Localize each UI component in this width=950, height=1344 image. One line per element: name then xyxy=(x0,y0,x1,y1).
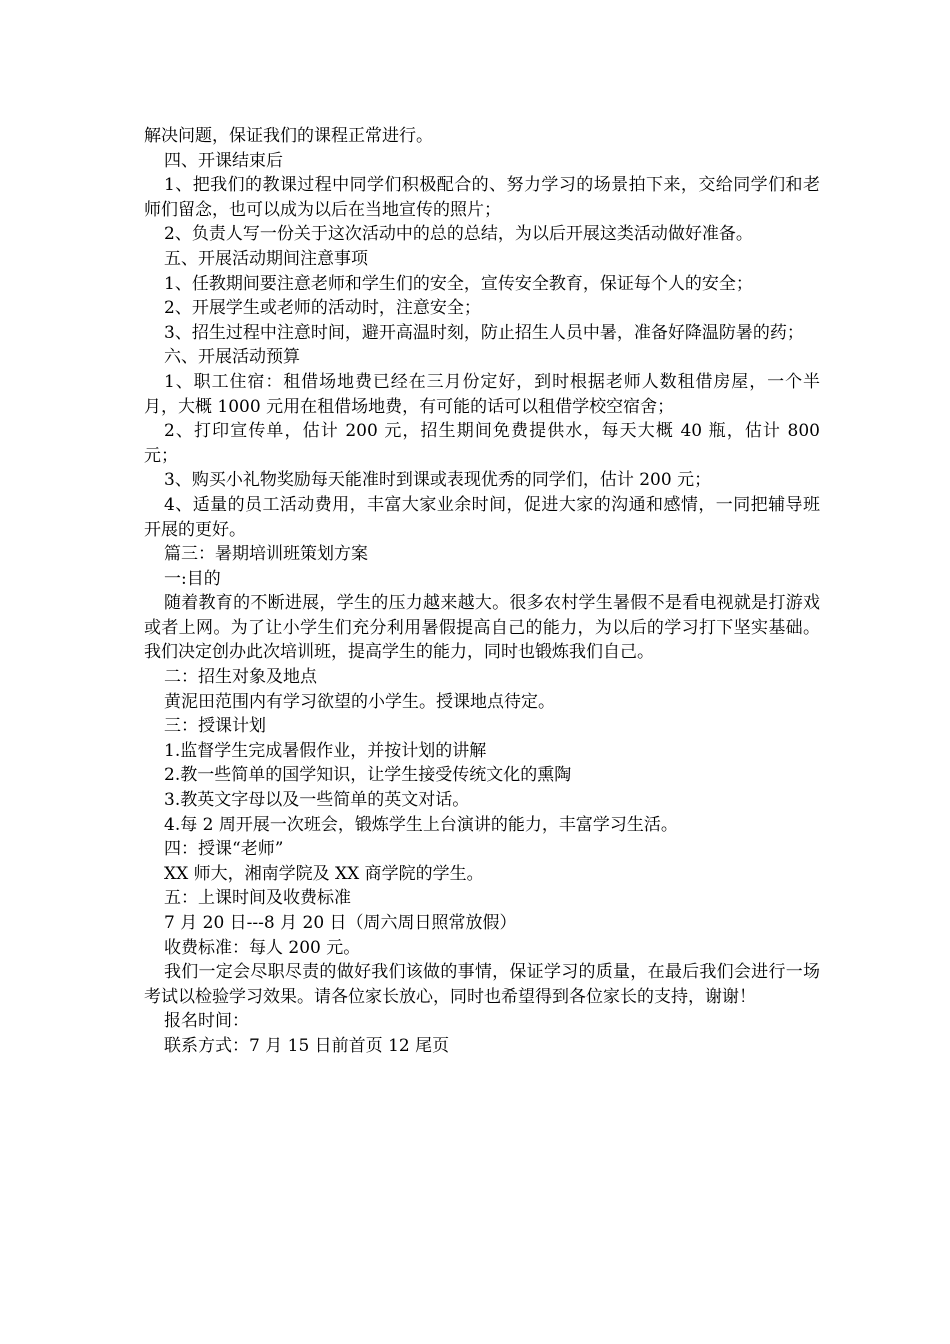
paragraph: 7 月 20 日---8 月 20 日（周六周日照常放假） xyxy=(164,913,517,933)
paragraph: 2、开展学生或老师的活动时，注意安全； xyxy=(164,298,481,319)
section-heading: 二：招生对象及地点 xyxy=(164,667,317,688)
section-heading: 四、开课结束后 xyxy=(164,150,283,171)
paragraph: 收费标准：每人 200 元。 xyxy=(164,937,361,958)
section-heading: 五：上课时间及收费标准 xyxy=(164,888,351,909)
paragraph: 我们一定会尽职尽责的做好我们该做的事情，保证学习的质量，在最后我们会进行一场考试以检验学习效果。请各位家长放心，同时也希望得到各位家长的支持，谢谢！ xyxy=(144,962,820,1007)
paragraph: 解决问题，保证我们的课程正常进行。 xyxy=(144,126,433,146)
paragraph: 随着教育的不断进展，学生的压力越来越大。很多农村学生暑假不是看电视就是打游戏或者上网。为了让小学生们充分利用暑假提高自己的能力，为以后的学习打下坚实基础。我们决定创办此次培训班，提高学生的能力，同时也锻炼我们自己。 xyxy=(144,593,820,663)
section-heading: 五、开展活动期间注意事项 xyxy=(164,248,368,269)
paragraph: 联系方式：7 月 15 日前首页 12 尾页 xyxy=(164,1035,450,1056)
paragraph: 2、负责人写一份关于这次活动中的总的总结，为以后开展这类活动做好准备。 xyxy=(164,224,753,245)
list-item: 3.教英文字母以及一些简单的英文对话。 xyxy=(164,790,470,811)
list-item: 2.教一些简单的国学知识，让学生接受传统文化的熏陶 xyxy=(164,765,572,786)
paragraph: 黄泥田范围内有学习欲望的小学生。授课地点待定。 xyxy=(164,691,555,712)
list-item: 1.监督学生完成暑假作业，并按计划的讲解 xyxy=(164,740,487,761)
paragraph: 1、任教期间要注意老师和学生们的安全，宣传安全教育，保证每个人的安全； xyxy=(164,273,753,294)
paragraph: 3、招生过程中注意时间，避开高温时刻，防止招生人员中暑，准备好降温防暑的药； xyxy=(164,322,804,343)
document-body xyxy=(144,124,820,1059)
section-heading: 一:目的 xyxy=(164,568,221,589)
chapter-title: 篇三：暑期培训班策划方案 xyxy=(164,544,368,565)
paragraph: 1、把我们的教课过程中同学们积极配合的、努力学习的场景拍下来，交给同学们和老师们留念，也可以成为以后在当地宣传的照片； xyxy=(144,175,820,220)
paragraph: 报名时间： xyxy=(164,1011,249,1032)
section-heading: 六、开展活动预算 xyxy=(164,347,300,368)
paragraph: 4、适量的员工活动费用，丰富大家业余时间，促进大家的沟通和感情，一同把辅导班开展的更好。 xyxy=(144,494,820,540)
paragraph: 1、职工住宿：租借场地费已经在三月份定好，到时根据老师人数租借房屋，一个半月，大概 1000 元用在租借场地费，有可能的话可以租借学校空宿舍； xyxy=(144,371,820,417)
list-item: 4.每 2 周开展一次班会，锻炼学生上台演讲的能力，丰富学习生活。 xyxy=(164,814,678,835)
section-heading: 三：授课计划 xyxy=(164,716,266,737)
section-heading: 四：授课“老师” xyxy=(164,839,284,860)
paragraph: 2、打印宣传单，估计 200 元，招生期间免费提供水，每天大概 40 瓶，估计 800 元； xyxy=(144,421,820,466)
paragraph: 3、购买小礼物奖励每天能准时到课或表现优秀的同学们，估计 200 元； xyxy=(164,470,712,491)
paragraph: XX 师大，湘南学院及 XX 商学院的学生。 xyxy=(164,863,484,884)
